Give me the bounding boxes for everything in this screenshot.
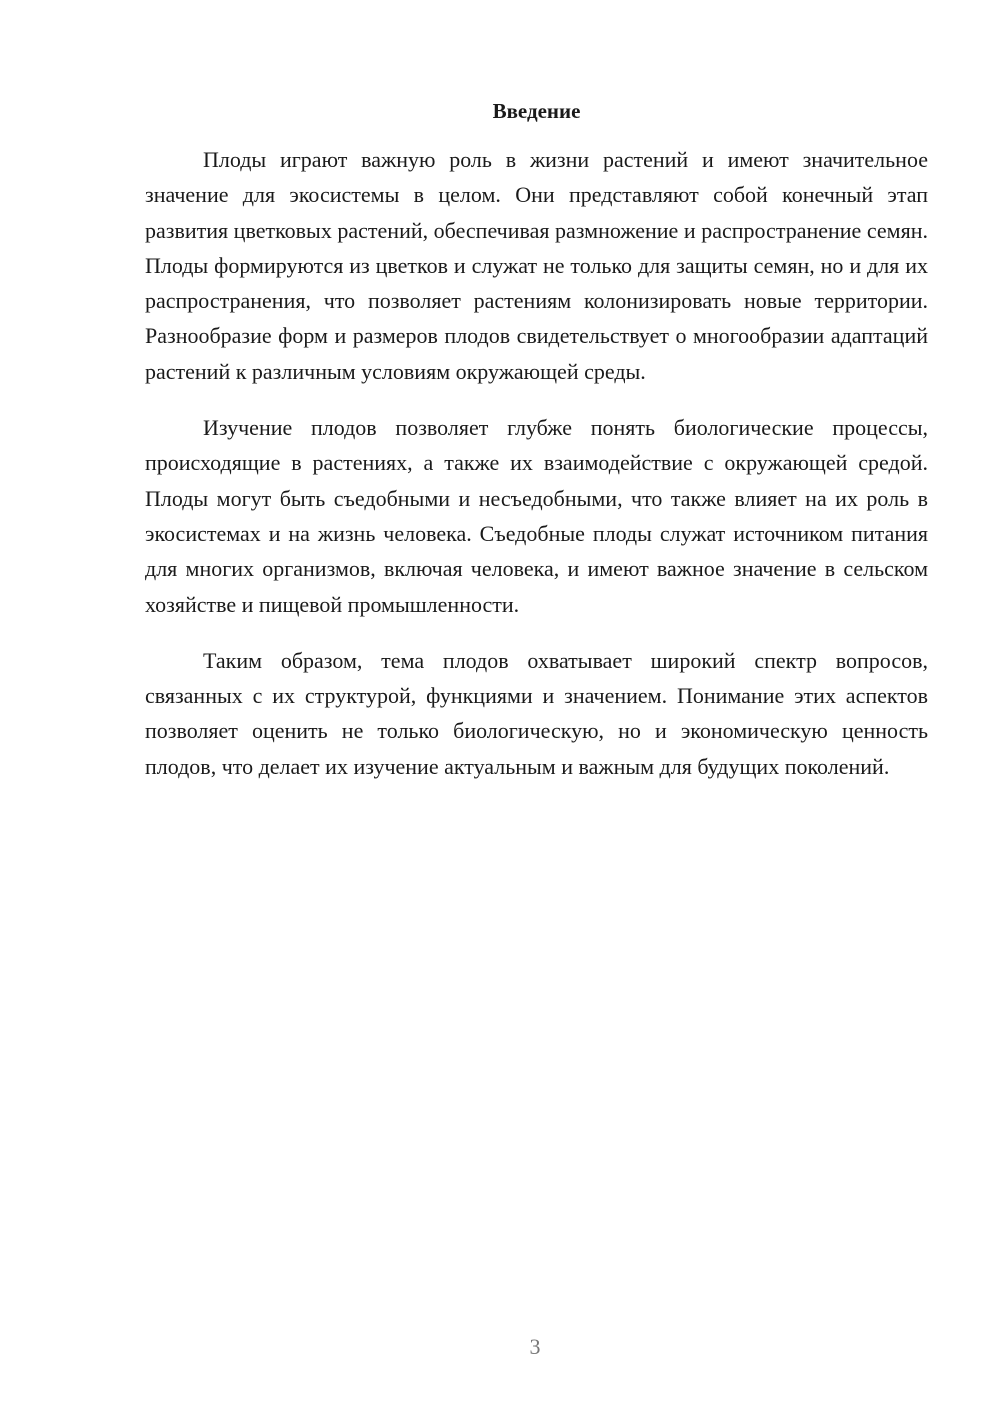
paragraph-2: Изучение плодов позволяет глубже понять биологические процессы, происходящие в растениях, а также их взаимодействие с окружающей средой. Плоды могут быть съедобными и несъедобными, что также влияет на их роль в экосистемах и на жизнь человека. Съедобные плоды служат источником питания для многих организмов, включая человека, и имеют важное значение в сельском хозяйстве и пищевой промышленности. xyxy=(145,415,928,617)
page-content xyxy=(145,96,928,784)
paragraph-1: Плоды играют важную роль в жизни растений и имеют значительное значение для экосистемы в целом. Они представляют собой конечный этап развития цветковых растений, обеспечивая размножение и распространение семян. Плоды формируются из цветков и служат не только для защиты семян, но и для их распространения, что позволяет растениям колонизировать новые территории. Разнообразие форм и размеров плодов свидетельствует о многообразии адаптаций растений к различным условиям окружающей среды. xyxy=(145,147,928,384)
paragraph-3: Таким образом, тема плодов охватывает широкий спектр вопросов, связанных с их структурой, функциями и значением. Понимание этих аспектов позволяет оценить не только биологическую, но и экономическую ценность плодов, что делает их изучение актуальным и важным для будущих поколений. xyxy=(145,647,928,779)
section-title: Введение xyxy=(492,99,581,123)
page-number: 3 xyxy=(529,1334,541,1359)
